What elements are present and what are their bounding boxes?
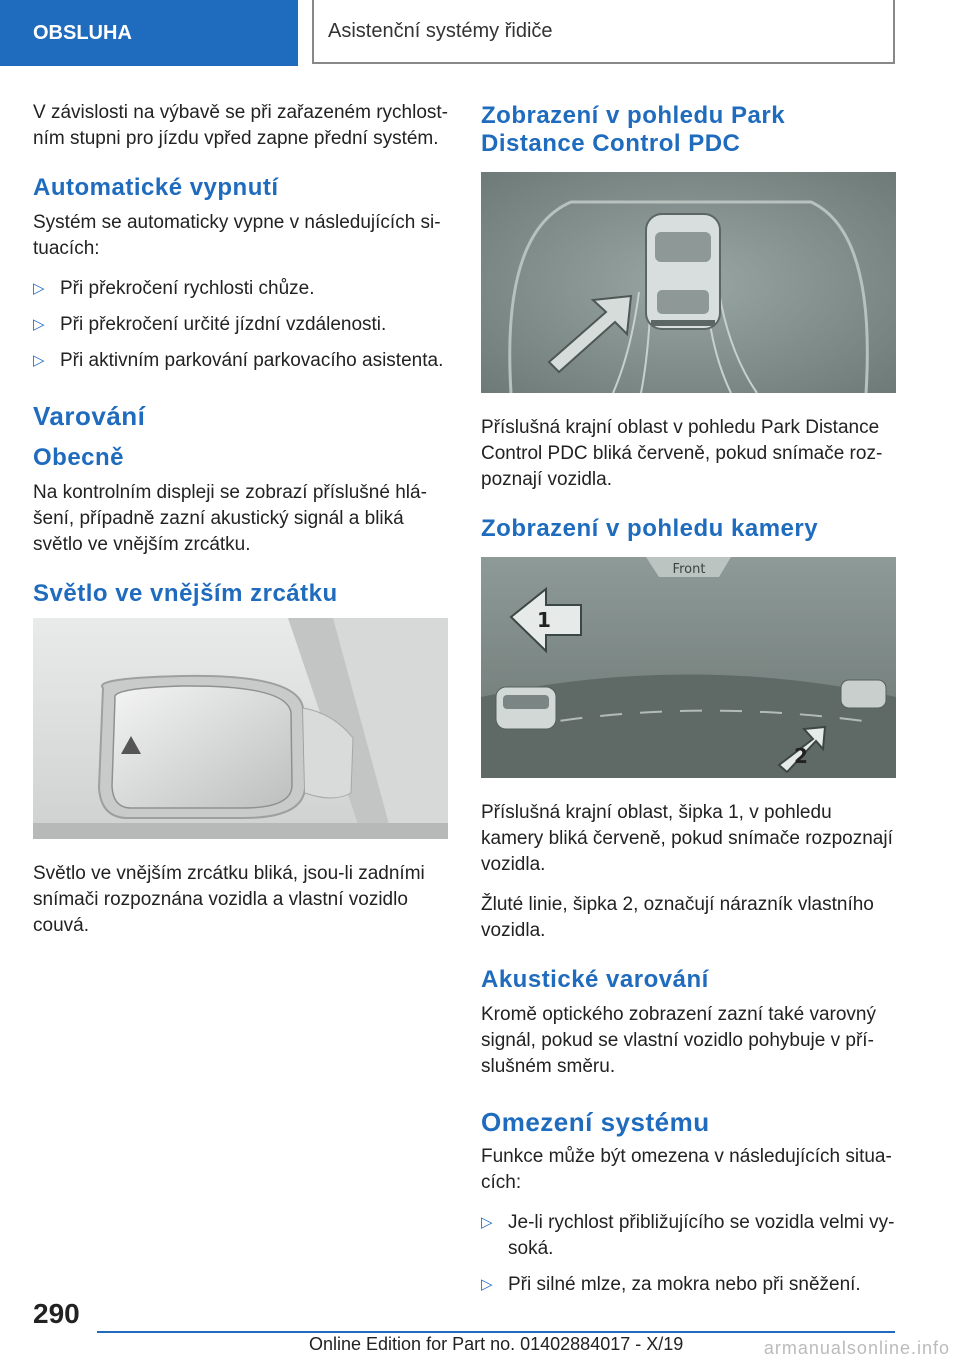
- list-item: ▷ Při aktivním parkování parkovacího asistenta.: [33, 348, 448, 374]
- front-label: Front: [672, 562, 706, 577]
- heading-pdc-view: Zobrazení v pohledu Park Distance Control PDC: [481, 102, 786, 157]
- pdc-caption: Příslušná krajní oblast v pohledu Park Distance Control PDC bliká červeně, pokud snímače rozpoznají vozidla.: [481, 417, 883, 490]
- camera-view-illustration: [481, 557, 896, 778]
- chapter-title: Asistenční systémy řidiče: [312, 0, 895, 64]
- camera-caption-1: Příslušná krajní oblast, šipka 1, v pohledu kamery bliká červeně, pokud snímače rozpoznají vozidla.: [481, 802, 893, 875]
- watermark: armanualsonline.info: [763, 1338, 950, 1358]
- heading-mirror-light: Světlo ve vnějším zrcátku: [33, 580, 338, 607]
- edition-text: Online Edition for Part no. 01402884017 - X/19: [309, 1334, 684, 1354]
- heading-warning: Varování: [33, 401, 146, 431]
- triangle-bullet-icon: ▷: [33, 316, 45, 333]
- camera-caption-2: Žluté linie, šipka 2, označují nárazník vlastního vozidla.: [481, 894, 874, 941]
- section-tab: OBSLUHA: [0, 0, 298, 66]
- page-number: 290: [33, 1298, 80, 1329]
- list-item: ▷ Při překročení určité jízdní vzdálenosti.: [33, 312, 448, 338]
- limits-text: Funkce může být omezena v následujících situacích:: [481, 1146, 892, 1193]
- list-item: ▷ Je-li rychlost přibližujícího se vozidla velmi vysoká.: [481, 1212, 895, 1259]
- triangle-bullet-icon: ▷: [481, 1276, 493, 1293]
- mirror-caption: Světlo ve vnějším zrcátku bliká, jsou-li zadními snímači rozpoznána vozidla a vlastní vozidlo couvá.: [33, 863, 425, 936]
- auto-off-text: Systém se automaticky vypne v následujících situacích:: [33, 212, 441, 259]
- heading-limits: Omezení systému: [481, 1107, 710, 1137]
- heading-general: Obecně: [33, 444, 125, 471]
- arrow-2-label: 2: [794, 744, 808, 768]
- right-column: [481, 100, 896, 1312]
- list-item: ▷ Při překročení rychlosti chůze.: [33, 276, 448, 302]
- footer-divider: [97, 1331, 895, 1333]
- limits-list: [481, 1210, 896, 1298]
- heading-acoustic: Akustické varování: [481, 966, 709, 993]
- pdc-view-illustration: [481, 172, 896, 393]
- left-column: [33, 100, 448, 953]
- acoustic-text: Kromě optického zobrazení zazní také varovný signál, pokud se vlastní vozidlo pohybuje v příslušném směru.: [481, 1004, 876, 1077]
- triangle-bullet-icon: ▷: [33, 280, 45, 297]
- intro-paragraph: V závislosti na výbavě se při zařazeném rychlostním stupni pro jízdu vpřed zapne přední systém.: [33, 102, 448, 149]
- triangle-bullet-icon: ▷: [481, 1214, 493, 1231]
- heading-auto-off: Automatické vypnutí: [33, 174, 279, 201]
- triangle-bullet-icon: ▷: [33, 352, 45, 369]
- mirror-illustration: [33, 618, 448, 839]
- auto-off-list: [33, 276, 448, 374]
- arrow-1-label: 1: [537, 608, 551, 632]
- warning-text: Na kontrolním displeji se zobrazí příslušné hlášení, případně zazní akustický signál a bliká světlo ve vnějším zrcátku.: [33, 482, 427, 555]
- heading-camera-view: Zobrazení v pohledu kamery: [481, 515, 819, 542]
- list-item: ▷ Při silné mlze, za mokra nebo při sněžení.: [481, 1272, 896, 1298]
